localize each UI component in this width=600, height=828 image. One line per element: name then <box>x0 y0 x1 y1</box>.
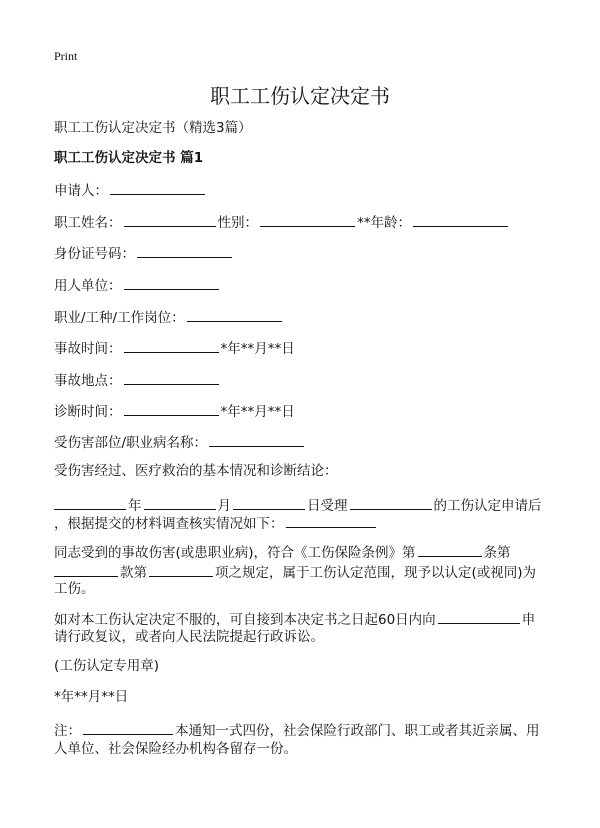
accident-place-blank <box>124 370 219 385</box>
page-title: 职工工伤认定决定书 <box>210 84 390 108</box>
paragraph-2-line-2 <box>54 562 536 582</box>
text: 年 <box>128 498 142 514</box>
date-suffix: *年**月**日 <box>220 341 295 357</box>
findings-blank <box>286 513 376 528</box>
paragraph-2-line-3: 工伤。 <box>54 581 95 597</box>
text: 项之规定，属于工伤认定范围，现予以认定(或视同)为 <box>215 565 537 581</box>
section-heading: 职工工伤认定决定书 篇1 <box>54 150 204 166</box>
paragraph-3-line-1 <box>54 609 535 629</box>
paragraph-1-line-1 <box>54 495 542 515</box>
label: 职工姓名： <box>54 215 122 231</box>
injury-process: 受伤害经过、医疗救治的基本情况和诊断结论： <box>54 463 338 479</box>
text: ，根据提交的材料调查核实情况如下： <box>54 516 284 532</box>
label: 用人单位： <box>54 278 122 294</box>
label: 受伤害部位/职业病名称： <box>54 435 208 451</box>
label: 申请人： <box>54 183 108 199</box>
accident-time-row <box>54 338 295 358</box>
note-blank <box>83 720 173 735</box>
accident-place-row <box>54 370 221 390</box>
date-text: *年**月**日 <box>54 689 129 705</box>
print-link[interactable]: Print <box>54 49 78 63</box>
text: 申 <box>521 612 536 628</box>
accepted-blank <box>350 495 432 510</box>
age-blank <box>413 212 508 227</box>
paragraph-2-line-1 <box>54 542 511 562</box>
id-row <box>54 243 234 263</box>
text: 日受理 <box>307 498 348 514</box>
paragraph-1-line-2 <box>54 513 378 533</box>
name-row <box>54 212 510 232</box>
item-blank <box>149 562 213 577</box>
authority-blank <box>438 609 520 624</box>
text: 条第 <box>483 545 511 561</box>
seal-text: (工伤认定专用章) <box>54 658 160 674</box>
id-blank <box>137 243 232 258</box>
subtitle: 职工工伤认定决定书（精选3篇） <box>54 120 252 136</box>
injury-part-blank <box>209 432 304 447</box>
applicant-blank <box>110 180 205 195</box>
article-blank <box>418 542 482 557</box>
text: 款第 <box>120 565 147 581</box>
label: 事故地点： <box>54 373 122 389</box>
accident-time-blank <box>124 338 219 353</box>
diagnosis-time-row <box>54 401 295 421</box>
label: 事故时间： <box>54 341 122 357</box>
text: 的工伤认定申请后 <box>433 498 542 514</box>
paragraph-3-line-2: 请行政复议，或者向人民法院提起行政诉讼。 <box>54 629 324 645</box>
label: **年龄： <box>357 215 411 231</box>
clause-blank <box>54 562 118 577</box>
label: 身份证号码： <box>54 246 135 262</box>
position-row <box>54 307 284 327</box>
position-blank <box>187 307 282 322</box>
employer-row <box>54 275 221 295</box>
day-blank <box>233 495 305 510</box>
note-line-2: 人单位、社会保险经办机构各留存一份。 <box>54 741 297 757</box>
injury-part-row <box>54 432 306 452</box>
year-blank <box>54 495 126 510</box>
text: 本通知一式四份，社会保险行政部门、职工或者其近亲属、用 <box>175 723 540 739</box>
label: 职业/工种/工作岗位： <box>54 310 185 326</box>
text: 月 <box>217 498 231 514</box>
text: 注： <box>54 723 81 739</box>
month-blank <box>144 495 216 510</box>
name-blank <box>124 212 216 227</box>
note-line-1 <box>54 720 540 740</box>
label: 性别： <box>217 215 258 231</box>
date-suffix: *年**月**日 <box>220 404 295 420</box>
gender-blank <box>260 212 355 227</box>
label: 诊断时间： <box>54 404 122 420</box>
text: 如对本工伤认定决定不服的，可自接到本决定书之日起60日内向 <box>54 612 436 628</box>
diagnosis-time-blank <box>124 401 219 416</box>
text: 同志受到的事故伤害(或患职业病)，符合《工伤保险条例》第 <box>54 545 416 561</box>
employer-blank <box>124 275 219 290</box>
applicant-row <box>54 180 207 200</box>
